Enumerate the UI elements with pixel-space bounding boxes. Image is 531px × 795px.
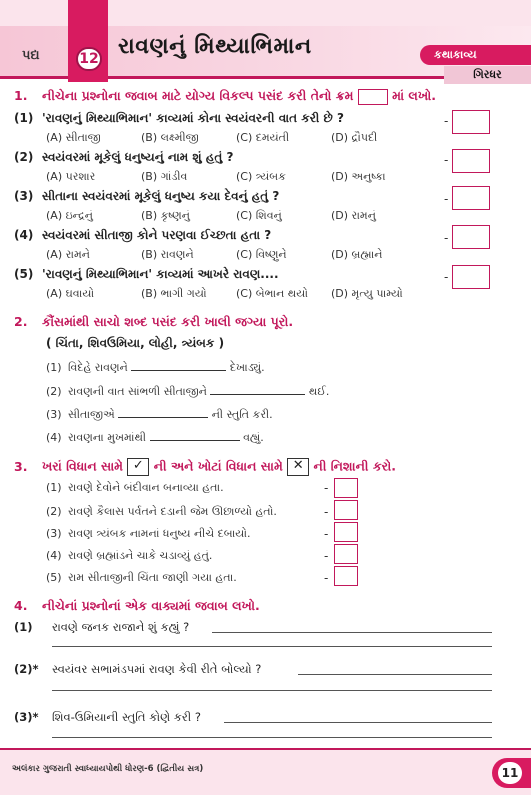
option-d[interactable]: (D) બ્રહ્માને [331, 248, 383, 261]
item-text-after: દેખાડ્યું. [229, 361, 265, 374]
fill-item [46, 361, 265, 375]
page-header [0, 0, 531, 82]
mcq-options [46, 209, 426, 223]
short-answer-question [14, 662, 261, 677]
section-instruction-end: ની નિશાની કરો. [313, 458, 396, 474]
mcq-question [14, 267, 279, 282]
question-number: (2) [14, 150, 34, 164]
item-text: રાવણ ત્ર્યંબક નામનાં ધનુષ્ય નીચે દબાયો. [68, 527, 251, 540]
option-c[interactable]: (C) શિવનું [236, 209, 282, 222]
mcq-options [46, 131, 426, 145]
item-number: (1) [46, 481, 62, 494]
question-number: (3)* [14, 710, 39, 724]
option-d[interactable]: (D) મૃત્યુ પામ્યો [331, 287, 403, 300]
true-false-box[interactable] [334, 478, 358, 498]
question-text: રાવણે જનક રાજાને શું કહ્યું ? [52, 620, 190, 634]
item-text-before: રાવણના મુખમાંથી [68, 431, 147, 444]
dash: - [324, 481, 329, 495]
section-number: 3. [14, 458, 28, 474]
question-text: સીતાના સ્વયંવરમાં મૂકેલું ધનુષ્ય કયા દેવનું હતું ? [42, 189, 280, 203]
short-answer-question [14, 710, 201, 725]
dash: - [444, 231, 449, 245]
blank-line[interactable] [118, 408, 208, 418]
dash: - [444, 153, 449, 167]
item-text-before: સીતાજીએ [68, 408, 115, 421]
question-text: 'રાવણનું મિથ્યાભિમાન' કાવ્યમાં કોના સ્વયંવરની વાત કરી છે ? [42, 111, 344, 125]
section-instruction: ખરાં વિધાન સામે [42, 458, 124, 474]
item-number: (4) [46, 431, 62, 444]
question-number: (5) [14, 267, 34, 281]
short-answer-question [14, 620, 189, 635]
answer-line[interactable] [52, 646, 492, 647]
dash: - [444, 114, 449, 128]
section-instruction: નીચેના પ્રશ્નોના જવાબ માટે યોગ્ય વિકલ્પ પસંદ કરી તેનો ક્રમ [42, 88, 354, 103]
mcq-options [46, 287, 441, 301]
answer-line[interactable] [298, 674, 492, 675]
fill-item [46, 408, 273, 422]
genre-tag: કથાકાવ્ય [420, 45, 531, 65]
question-number: (1) [14, 111, 34, 125]
true-false-item [46, 481, 224, 495]
footer-divider [0, 748, 531, 750]
section-number: 1. [14, 88, 28, 103]
item-number: (5) [46, 571, 62, 584]
blank-line[interactable] [150, 431, 240, 441]
option-b[interactable]: (B) રાવણને [141, 248, 194, 261]
mcq-options [46, 248, 426, 262]
question-number: (2)* [14, 662, 39, 676]
section-2-heading [14, 314, 293, 330]
option-c[interactable]: (C) બેભાન થયો [236, 287, 308, 300]
option-d[interactable]: (D) રામનું [331, 209, 376, 222]
question-text: સ્વયંવર સભામંડપમાં રાવણ કેવી રીતે બોલ્યો ? [52, 662, 262, 676]
section-3-heading [14, 458, 396, 476]
true-false-box[interactable] [334, 566, 358, 586]
answer-box[interactable] [452, 265, 490, 289]
option-a[interactable]: (A) રામને [46, 248, 90, 261]
page-number: 11 [498, 762, 522, 784]
dash: - [444, 270, 449, 284]
option-b[interactable]: (B) ગાંડીવ [141, 170, 188, 183]
dash: - [324, 549, 329, 563]
section-number: 4. [14, 598, 28, 613]
dash: - [324, 571, 329, 585]
item-number: (2) [46, 505, 62, 518]
option-b[interactable]: (B) કૃષ્ણનું [141, 209, 190, 222]
item-text: રાવણે દેવોને બંદીવાન બનાવ્યા હતા. [68, 481, 224, 494]
answer-line[interactable] [52, 737, 492, 738]
question-number: (3) [14, 189, 34, 203]
true-false-item [46, 571, 237, 585]
author-tag: ગિરધર [444, 66, 531, 84]
true-false-box[interactable] [334, 522, 358, 542]
section-4-heading [14, 598, 260, 614]
answer-line[interactable] [52, 690, 492, 691]
dash: - [444, 192, 449, 206]
word-hint: ( ચિંતા, શિવઉમિયા, લોહી, ત્ર્યંબક ) [46, 336, 225, 350]
question-text: સ્વયંવરમાં મૂકેલું ધનુષ્યનું નામ શું હતું ? [42, 150, 234, 164]
mcq-question [14, 150, 233, 165]
option-d[interactable]: (D) અનુષ્કા [331, 170, 386, 183]
blank-line[interactable] [131, 361, 226, 371]
option-a[interactable]: (A) ઘવાયો [46, 287, 95, 300]
dash: - [324, 505, 329, 519]
item-text: રાવણે બ્રહ્માંડને ચાકે ચડાવ્યું હતું. [68, 549, 213, 562]
option-d[interactable]: (D) દ્રૌપદી [331, 131, 378, 144]
question-text: શિવ-ઉમિયાની સ્તુતિ કોણે કરી ? [52, 710, 201, 724]
true-false-box[interactable] [334, 544, 358, 564]
question-number: (1) [14, 620, 33, 634]
mcq-question [14, 189, 279, 204]
chapter-number-badge: 12 [76, 47, 102, 71]
item-text-after: ની સ્તુતિ કરી. [211, 408, 273, 421]
section-type-label: પદ્ય [22, 48, 40, 63]
item-text: રાવણે કૈલાસ પર્વતને દડાની જેમ ઊછાળ્યો હતો. [68, 505, 277, 518]
section-1-heading [14, 88, 436, 105]
answer-line[interactable] [212, 632, 492, 633]
item-text-after: વહ્યું. [243, 431, 264, 444]
question-text: 'રાવણનું મિથ્યાભિમાન' કાવ્યમાં આખરે રાવણ.... [42, 267, 279, 281]
section-instruction-mid: ની અને ખોટાં વિધાન સામે [153, 458, 283, 474]
section-number: 2. [14, 314, 28, 329]
blank-line[interactable] [210, 385, 305, 395]
answer-box-sample [358, 89, 388, 105]
item-number: (3) [46, 408, 62, 421]
option-a[interactable]: (A) ઇન્દ્રનું [46, 209, 93, 222]
section-instruction-end: માં લખો. [392, 88, 436, 103]
dash: - [324, 527, 329, 541]
option-a[interactable]: (A) પરશાર [46, 170, 96, 183]
option-c[interactable]: (C) વિષ્ણુને [236, 248, 287, 261]
section-instruction: કૌંસમાંથી સાચો શબ્દ પસંદ કરી ખાલી જગ્યા પૂરો. [42, 314, 294, 329]
section-instruction: નીચેનાં પ્રશ્નોનાં એક વાક્યમાં જવાબ લખો. [42, 598, 260, 613]
page-title: રાવણનું મિથ્યાભિમાન [118, 34, 312, 59]
answer-box[interactable] [452, 186, 490, 210]
item-text-before: વિદેહે રાવણને [68, 361, 128, 374]
fill-item [46, 431, 264, 445]
item-number: (1) [46, 361, 62, 374]
answer-line[interactable] [224, 722, 492, 723]
true-false-box[interactable] [334, 500, 358, 520]
option-c[interactable]: (C) ત્ર્યંબક [236, 170, 286, 183]
footer-book-title: અલંકાર ગુજરાતી સ્વાધ્યાયપોથી ધોરણ-6 (દ્વિતીય સત્ર) [12, 764, 204, 774]
item-number: (2) [46, 385, 62, 398]
true-false-item [46, 549, 212, 563]
option-c[interactable]: (C) દમયંતી [236, 131, 290, 144]
question-text: સ્વયંવરમાં સીતાજી કોને પરણવા ઈચ્છતા હતા ? [42, 228, 272, 242]
option-b[interactable]: (B) લક્ષ્મીજી [141, 131, 199, 144]
item-number: (3) [46, 527, 62, 540]
true-false-item [46, 527, 251, 541]
tick-symbol-icon: ✓ [127, 458, 149, 476]
answer-box[interactable] [452, 149, 490, 173]
answer-box[interactable] [452, 110, 490, 134]
answer-box[interactable] [452, 225, 490, 249]
item-text-after: થઈ. [308, 385, 330, 398]
fill-item [46, 385, 329, 399]
cross-symbol-icon: ✕ [287, 458, 309, 476]
item-number: (4) [46, 549, 62, 562]
true-false-item [46, 505, 277, 519]
mcq-question [14, 111, 344, 126]
option-a[interactable]: (A) સીતાજી [46, 131, 101, 144]
item-text: રામ સીતાજીની ચિંતા જાણી ગયા હતા. [68, 571, 237, 584]
item-text-before: રાવણની વાત સાંભળી સીતાજીને [68, 385, 207, 398]
question-number: (4) [14, 228, 34, 242]
option-b[interactable]: (B) ભાગી ગયો [141, 287, 207, 300]
mcq-question [14, 228, 271, 243]
mcq-options [46, 170, 426, 184]
